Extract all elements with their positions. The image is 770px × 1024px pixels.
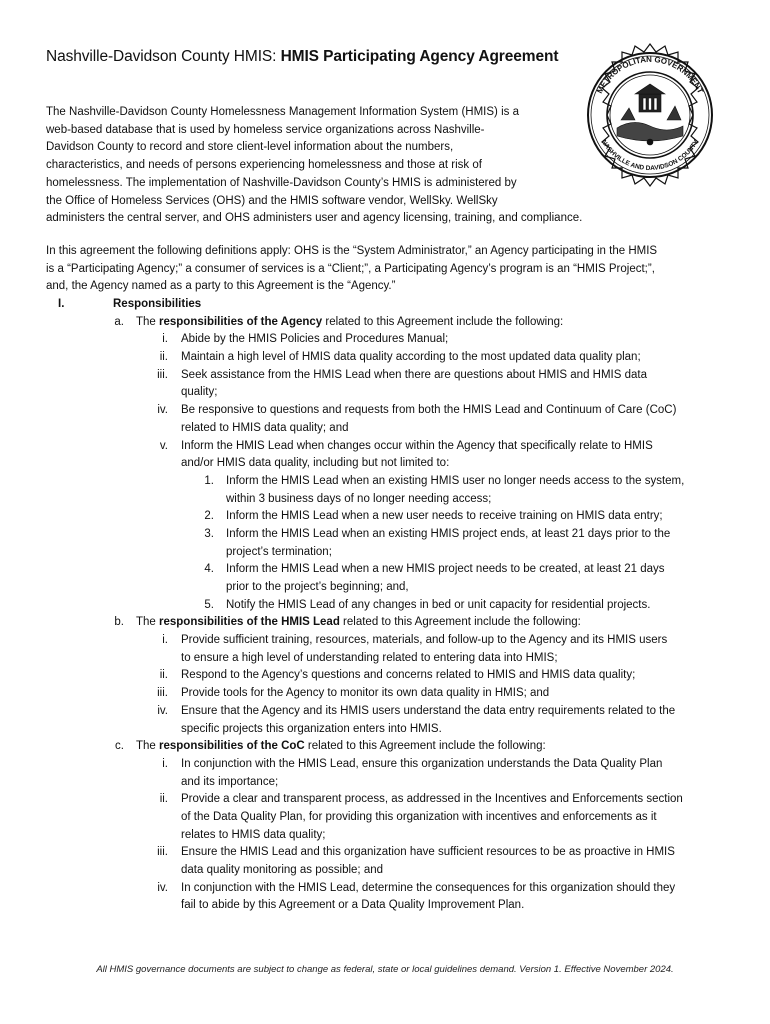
list-item bbox=[0, 703, 770, 721]
list-item-text: Inform the HMIS Lead when an existing HMIS project ends, at least 21 days prior to the bbox=[226, 527, 671, 540]
section-heading bbox=[0, 296, 770, 314]
title-bold: HMIS Participating Agency Agreement bbox=[280, 48, 559, 65]
list-item-text: Be responsive to questions and requests from both the HMIS Lead and Continuum of Care (CoC) bbox=[181, 404, 677, 417]
subsection-letter: b. bbox=[114, 616, 124, 629]
subsection-c-pre: The bbox=[136, 740, 160, 753]
list-item bbox=[0, 844, 770, 862]
subsection-letter: a. bbox=[114, 315, 124, 328]
list-marker: 3. bbox=[204, 527, 214, 540]
list-marker: 4. bbox=[204, 563, 214, 576]
list-item bbox=[0, 667, 770, 685]
list-item-text: specific projects this organization enters into HMIS. bbox=[181, 722, 442, 735]
list-item-text: Inform the HMIS Lead when a new HMIS project needs to be created, at least 21 days bbox=[226, 563, 665, 576]
list-item-text: within 3 business days of no longer needing access; bbox=[226, 492, 492, 505]
subsection-a-heading bbox=[0, 314, 770, 332]
subsection-b-items bbox=[0, 632, 770, 738]
numbered-list-item bbox=[0, 473, 770, 491]
page-title bbox=[46, 48, 558, 66]
list-item-text: prior to the project’s beginning; and, bbox=[226, 581, 409, 593]
list-item-text: Inform the HMIS Lead when changes occur within the Agency that specifically relate to HMIS bbox=[181, 439, 653, 452]
intro-line: The Nashville-Davidson County Homelessness Management Information System (HMIS) is a bbox=[46, 106, 519, 118]
list-item bbox=[0, 438, 770, 456]
subsection-a-text bbox=[136, 314, 563, 332]
list-item-text: and its importance; bbox=[181, 775, 279, 788]
list-marker: v. bbox=[159, 439, 168, 452]
list-marker: iv. bbox=[157, 881, 168, 894]
list-item bbox=[0, 420, 770, 438]
list-item bbox=[0, 367, 770, 385]
subsection-c-post: related to this Agreement include the following: bbox=[304, 740, 546, 753]
list-item-text: of the Data Quality Plan, for providing this organization with incentives and enforcements as it bbox=[181, 810, 657, 823]
list-item-text: data quality monitoring as possible; and bbox=[181, 864, 384, 876]
intro-line: web-based database that is used by homeless service organizations across Nashville- bbox=[46, 123, 485, 136]
list-marker: i. bbox=[162, 757, 168, 770]
numbered-list-item bbox=[0, 491, 770, 509]
footer-note: All HMIS governance documents are subject to change as federal, state or local guidelines demand. Version 1. Effective November 2024. bbox=[96, 964, 674, 975]
svg-text:NASHVILLE AND DAVIDSON COUNTY: NASHVILLE AND DAVIDSON COUNTY bbox=[599, 138, 701, 173]
list-item-text: Provide sufficient training, resources, materials, and follow-up to the Agency and its HMIS users bbox=[181, 634, 668, 647]
list-item-text: fail to abide by this Agreement or a Data Quality Improvement Plan. bbox=[181, 899, 525, 912]
list-item-text: Abide by the HMIS Policies and Procedures Manual; bbox=[181, 333, 449, 346]
list-item bbox=[0, 384, 770, 402]
subsection-a-bold: responsibilities of the Agency bbox=[159, 315, 323, 328]
subsection-a-items bbox=[0, 331, 770, 473]
list-item-text: Inform the HMIS Lead when an existing HMIS user no longer needs access to the system, bbox=[226, 474, 685, 487]
section-heading-text: Responsibilities bbox=[113, 298, 202, 310]
intro-line: administers the central server, and OHS administers user and agency licensing, training, and compliance. bbox=[46, 212, 583, 225]
subsection-b-text bbox=[136, 614, 581, 632]
list-item bbox=[0, 774, 770, 792]
list-item-text: Maintain a high level of HMIS data quality according to the most updated data quality plan; bbox=[181, 351, 641, 364]
list-item-text: related to HMIS data quality; and bbox=[181, 421, 349, 434]
list-item-text: Respond to the Agency’s questions and concerns related to HMIS and HMIS data quality; bbox=[181, 669, 636, 682]
list-item bbox=[0, 685, 770, 703]
intro-paragraph bbox=[46, 104, 626, 228]
list-item bbox=[0, 880, 770, 898]
list-item-text: to ensure a high level of understanding related to entering data into HMIS; bbox=[181, 651, 558, 664]
list-item bbox=[0, 827, 770, 845]
svg-text:METROPOLITAN GOVERNMENT: METROPOLITAN GOVERNMENT bbox=[594, 54, 706, 95]
numbered-list-item bbox=[0, 561, 770, 579]
numbered-list-item bbox=[0, 597, 770, 615]
list-marker: 5. bbox=[204, 598, 214, 611]
list-marker: i. bbox=[162, 634, 168, 647]
intro-line: homelessness. The implementation of Nashville-Davidson County’s HMIS is administered by bbox=[46, 176, 517, 189]
subsection-letter: c. bbox=[115, 740, 124, 753]
list-item bbox=[0, 402, 770, 420]
numbered-list-item bbox=[0, 579, 770, 597]
list-item bbox=[0, 331, 770, 349]
list-item bbox=[0, 862, 770, 880]
list-item bbox=[0, 349, 770, 367]
subsection-b-post: related to this Agreement include the following: bbox=[339, 616, 581, 629]
subsection-a-post: related to this Agreement include the following: bbox=[322, 315, 564, 328]
intro-line: the Office of Homeless Services (OHS) and the HMIS software vendor, WellSky. WellSky bbox=[46, 194, 498, 207]
subsection-c-items bbox=[0, 756, 770, 915]
list-marker: iii. bbox=[157, 846, 168, 859]
definitions-line: In this agreement the following definitions apply: OHS is the “System Administrator,” an Agency participating in the HMIS bbox=[46, 245, 658, 257]
subsection-a-pre: The bbox=[136, 315, 160, 328]
numbered-list-item bbox=[0, 544, 770, 562]
list-marker: 2. bbox=[204, 510, 214, 523]
list-item-text: quality; bbox=[181, 386, 218, 399]
title-prefix: Nashville-Davidson County HMIS: bbox=[46, 48, 281, 65]
list-item-text: Seek assistance from the HMIS Lead when there are questions about HMIS and HMIS data bbox=[181, 368, 647, 381]
list-item-text: Notify the HMIS Lead of any changes in bed or unit capacity for residential projects. bbox=[226, 598, 651, 611]
subsection-a-numbered-items bbox=[0, 473, 770, 615]
list-item-text: Ensure the HMIS Lead and this organization have sufficient resources to be as proactive in HMIS bbox=[181, 846, 675, 859]
list-item bbox=[0, 791, 770, 809]
list-item-text: and/or HMIS data quality, including but not limited to: bbox=[181, 457, 450, 470]
list-item bbox=[0, 650, 770, 668]
list-item-text: In conjunction with the HMIS Lead, determine the consequences for this organization should they bbox=[181, 881, 676, 894]
list-item bbox=[0, 721, 770, 739]
list-marker: ii. bbox=[159, 793, 168, 806]
list-item-text: project’s termination; bbox=[226, 545, 332, 558]
list-marker: i. bbox=[162, 333, 168, 346]
list-marker: iii. bbox=[157, 368, 168, 381]
list-item-text: Ensure that the Agency and its HMIS users understand the data entry requirements related to the bbox=[181, 704, 676, 717]
list-item bbox=[0, 897, 770, 915]
numbered-list-item bbox=[0, 526, 770, 544]
subsection-c-bold: responsibilities of the CoC bbox=[159, 740, 305, 753]
list-item-text: relates to HMIS data quality; bbox=[181, 828, 326, 841]
list-marker: iii. bbox=[157, 687, 168, 700]
list-marker: 1. bbox=[204, 474, 214, 487]
list-marker: ii. bbox=[159, 351, 168, 364]
list-item bbox=[0, 632, 770, 650]
definitions-line: and, the Agency named as a party to this Agreement is the “Agency.” bbox=[46, 280, 396, 293]
section-numeral: I. bbox=[58, 298, 65, 310]
list-item-text: Provide a clear and transparent process, as addressed in the Incentives and Enforcements section bbox=[181, 793, 683, 806]
responsibilities-section bbox=[0, 296, 770, 915]
subsection-b-heading bbox=[0, 614, 770, 632]
list-item bbox=[0, 809, 770, 827]
intro-line: characteristics, and needs of persons experiencing homelessness and those at risk of bbox=[46, 159, 482, 172]
list-item bbox=[0, 455, 770, 473]
intro-line: Davidson County to record and store client-level information about the numbers, bbox=[46, 141, 454, 154]
subsection-b-pre: The bbox=[136, 616, 160, 629]
numbered-list-item bbox=[0, 508, 770, 526]
list-marker: iv. bbox=[157, 404, 168, 417]
subsection-c-text bbox=[136, 738, 546, 756]
subsection-c-heading bbox=[0, 738, 770, 756]
list-item-text: Provide tools for the Agency to monitor its own data quality in HMIS; and bbox=[181, 687, 550, 700]
list-marker: ii. bbox=[159, 669, 168, 682]
list-item-text: Inform the HMIS Lead when a new user needs to receive training on HMIS data entry; bbox=[226, 510, 663, 523]
list-marker: iv. bbox=[157, 704, 168, 717]
definitions-paragraph bbox=[46, 243, 736, 296]
subsection-b-bold: responsibilities of the HMIS Lead bbox=[159, 616, 340, 629]
definitions-line: is a “Participating Agency;” a consumer of services is a “Client;”, a Participating Agency’s program is an “HMIS Project;”, bbox=[46, 262, 655, 275]
list-item bbox=[0, 756, 770, 774]
list-item-text: In conjunction with the HMIS Lead, ensure this organization understands the Data Quality Plan bbox=[181, 757, 663, 770]
